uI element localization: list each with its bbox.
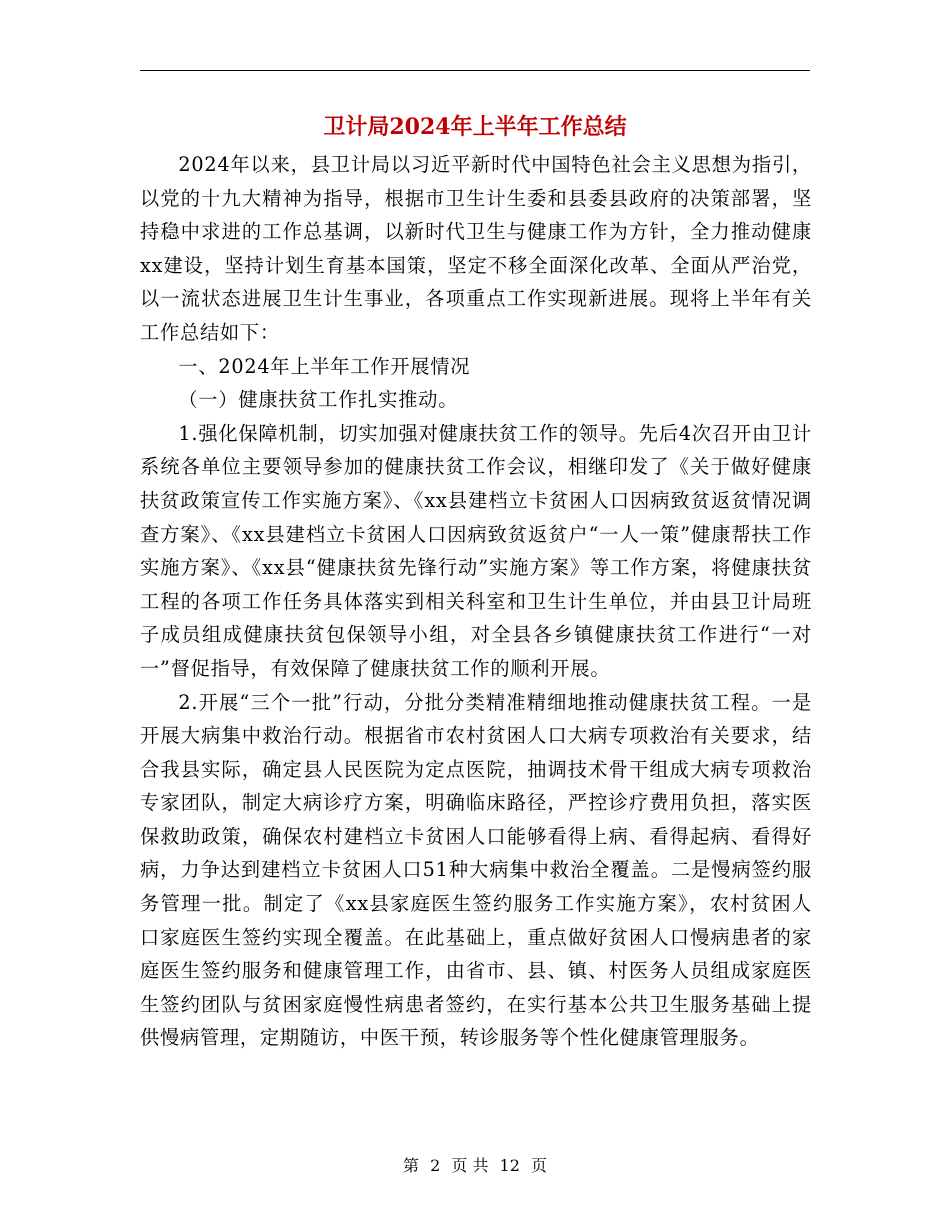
footer-label-mid: 页 共: [451, 1156, 489, 1175]
document-title: 卫计局2024年上半年工作总结: [323, 114, 627, 140]
footer-label-page: 第: [402, 1156, 419, 1175]
document-body: [140, 148, 812, 1055]
intro-paragraph: 2024年以来，县卫计局以习近平新时代中国特色社会主义思想为指引，以党的十九大精神为指导，根据市卫生计生委和县委县政府的决策部署，坚持稳中求进的工作总基调，以新时代卫生与健康工作为方针，全力推动健康xx建设，坚持计划生育基本国策，坚定不移全面深化改革、全面从严治党，以一流状态进展卫生计生事业，各项重点工作实现新进展。现将上半年有关工作总结如下：: [140, 153, 812, 344]
item-paragraph-1: 1.强化保障机制，切实加强对健康扶贫工作的领导。先后4次召开由卫计系统各单位主要领导参加的健康扶贫工作会议，相继印发了《关于做好健康扶贫政策宣传工作实施方案》、《xx县建档立卡贫困人口因病致贫返贫情况调查方案》、《xx县建档立卡贫困人口因病致贫返贫户“一人一策”健康帮扶工作实施方案》、《xx县“健康扶贫先锋行动”实施方案》等工作方案，将健康扶贫工程的各项工作任务具体落实到相关科室和卫生计生单位，并由县卫计局班子成员组成健康扶贫包保领导小组，对全县各乡镇健康扶贫工作进行“一对一”督促指导，有效保障了健康扶贫工作的顺利开展。: [140, 421, 812, 680]
page-footer: [0, 1156, 950, 1176]
item-paragraph-2: 2.开展“三个一批”行动，分批分类精准精细地推动健康扶贫工程。一是开展大病集中救治行动。根据省市农村贫困人口大病专项救治有关要求，结合我县实际，确定县人民医院为定点医院，抽调技术骨干组成大病专项救治专家团队，制定大病诊疗方案，明确临床路径，严控诊疗费用负担，落实医保救助政策，确保农村建档立卡贫困人口能够看得上病、看得起病、看得好病，力争达到建档立卡贫困人口51种大病集中救治全覆盖。二是慢病签约服务管理一批。制定了《xx县家庭医生签约服务工作实施方案》，农村贫困人口家庭医生签约实现全覆盖。在此基础上，重点做好贫困人口慢病患者的家庭医生签约服务和健康管理工作，由省市、县、镇、村医务人员组成家庭医生签约团队与贫困家庭慢性病患者签约，在实行基本公共卫生服务基础上提供慢病管理，定期随访，中医干预，转诊服务等个性化健康管理服务。: [140, 690, 812, 1050]
total-page-count: 12: [499, 1156, 520, 1175]
subsection-heading: （一）健康扶贫工作扎实推动。: [178, 388, 459, 412]
current-page-number: 2: [430, 1156, 441, 1175]
footer-label-end: 页: [531, 1156, 548, 1175]
header-rule: [140, 70, 810, 71]
section-heading: 一、2024年上半年工作开展情况: [178, 354, 471, 378]
